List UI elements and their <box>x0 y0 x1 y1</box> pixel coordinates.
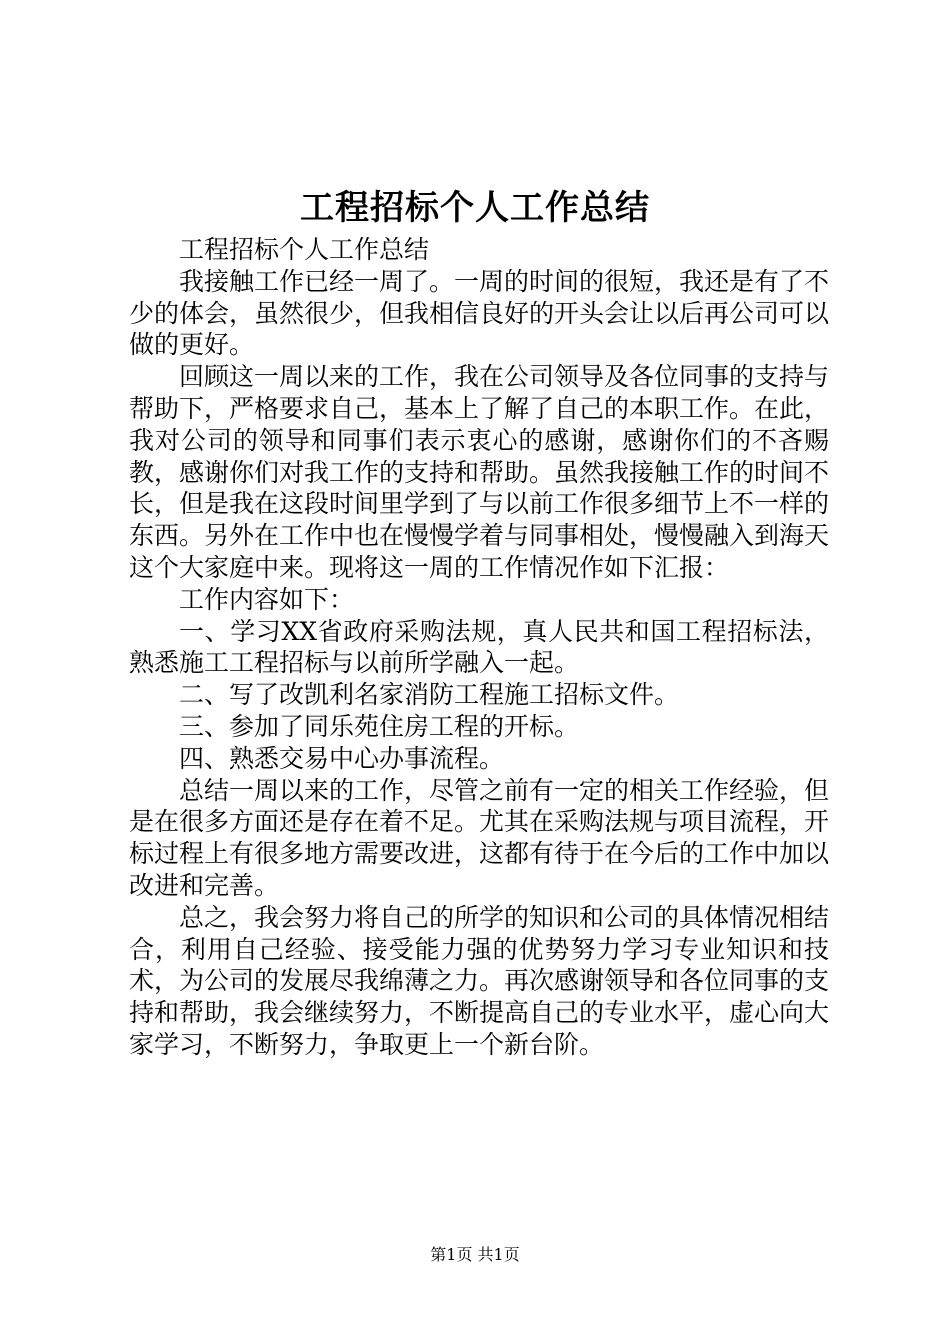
paragraph-work-content-label: 工作内容如下： <box>179 584 355 614</box>
paragraph-item-3: 三、参加了同乐苑住房工程的开标。 <box>179 711 580 741</box>
paragraph-item-4: 四、熟悉交易中心办事流程。 <box>179 743 505 773</box>
paragraph-item-1: 一、学习XX省政府采购法规，真人民共和国工程招标法，熟悉施工工程招标与以前所学融入一起。 <box>129 616 829 678</box>
document-body <box>129 234 829 1061</box>
paragraph-intro: 我接触工作已经一周了。一周的时间的很短，我还是有了不少的体会，虽然很少，但我相信良好的开头会让以后再公司可以做的更好。 <box>129 266 830 360</box>
paragraph-conclusion: 总之，我会努力将自己的所学的知识和公司的具体情况相结合，利用自己经验、接受能力强的优势努力学习专业知识和技术，为公司的发展尽我绵薄之力。再次感谢领导和各位同事的支持和帮助，我会继续努力，不断提高自己的专业水平，虚心向大家学习，不断努力，争取更上一个新台阶。 <box>129 902 830 1059</box>
paragraph-heading: 工程招标个人工作总结 <box>179 235 430 264</box>
paragraph-review: 回顾这一周以来的工作，我在公司领导及各位同事的支持与帮助下，严格要求自己，基本上了解了自己的本职工作。在此，我对公司的领导和同事们表示衷心的感谢，感谢你们的不吝赐教，感谢你们对我工作的支持和帮助。虽然我接触工作的时间不长，但是我在这段时间里学到了与以前工作很多细节上不一样的东西。另外在工作中也在慢慢学着与同事相处，慢慢融入到海天这个大家庭中来。现将这一周的工作情况作如下汇报： <box>129 362 830 582</box>
paragraph-summary: 总结一周以来的工作，尽管之前有一定的相关工作经验，但是在很多方面还是存在着不足。尤其在采购法规与项目流程，开标过程上有很多地方需要改进，这都有待于在今后的工作中加以改进和完善。 <box>129 775 830 900</box>
page-number-footer: 第1页 共1页 <box>430 1245 520 1264</box>
paragraph-item-2: 二、写了改凯利名家消防工程施工招标文件。 <box>179 680 680 710</box>
document-title: 工程招标个人工作总结 <box>300 188 650 228</box>
